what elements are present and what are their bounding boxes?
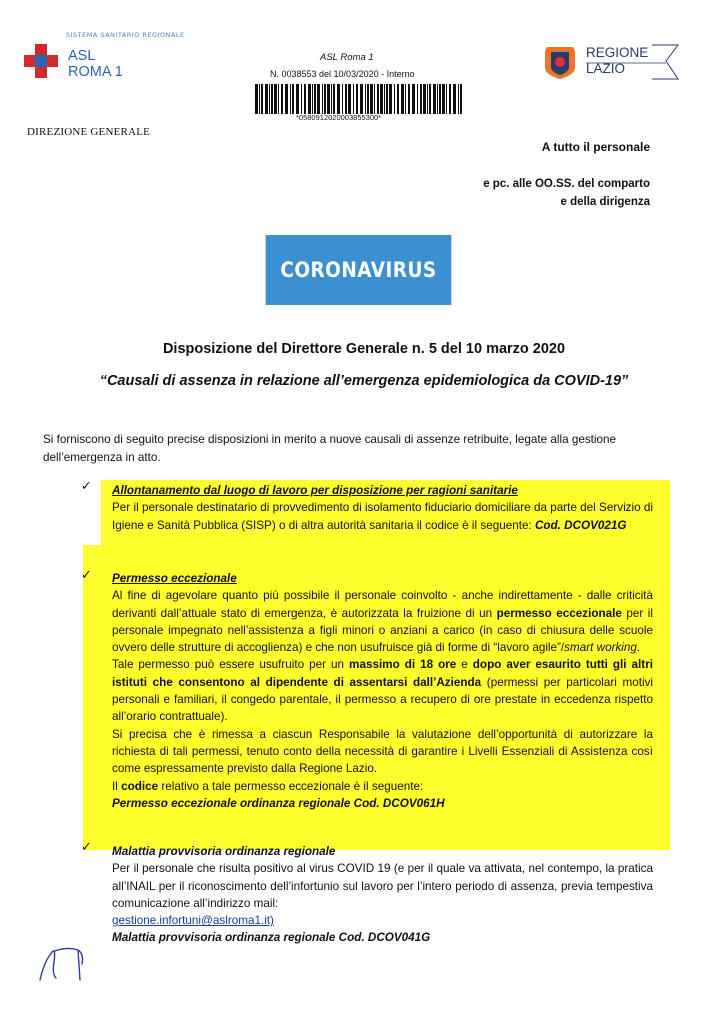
region-line1: REGIONE	[586, 45, 649, 60]
section-sanitary-removal	[112, 482, 653, 534]
section-text: Per il personale che risulta positivo al virus COVID 19 (e per il quale va attivata, nel contempo, la pratica all’INAIL per il riconoscimento dell’infortunio sul lavoro per l’intero periodo di assenza, previa tempestiva comunicazione all’indirizzo mail:	[112, 862, 653, 910]
protocol-number: N. 0038553 del 10/03/2020 - Interno	[270, 69, 415, 79]
email-link[interactable]: gestione.infortuni@aslroma1.it)	[112, 914, 274, 928]
asl-name-line2: ROMA 1	[68, 64, 123, 80]
absence-code: Malattia provvisoria ordinanza regionale Cod. DCOV041G	[112, 931, 431, 945]
checkmark-icon: ✓	[81, 568, 92, 583]
barcode-number: *0580912020003855300*	[296, 113, 382, 122]
recipient-cc	[483, 175, 650, 211]
section-text: Per il personale destinatario di provvedimento di isolamento fiduciario domiciliare da parte del Servizio di Igiene e Sanità Pubblica (SISP) o di altra autorità sanitaria il codice è il seguente: Cod. DCOV021G	[112, 501, 653, 532]
recipient-line3: e della dirigenza	[560, 196, 650, 208]
document-subtitle: “Causali di assenza in relazione all’emergenza epidemiologica da COVID-19”	[99, 373, 629, 389]
regional-system-label: SISTEMA SANITARIO REGIONALE	[66, 31, 185, 39]
coronavirus-banner: CORONAVIRUS	[266, 235, 452, 305]
section-exceptional-leave	[112, 570, 653, 812]
section-heading: Malattia provvisoria ordinanza regionale	[112, 845, 336, 858]
protocol-title: ASL Roma 1	[320, 52, 374, 63]
barcode-icon	[255, 84, 465, 114]
checkmark-icon: ✓	[81, 479, 92, 494]
handwritten-initials-icon	[32, 940, 92, 985]
asl-cross-logo-icon	[22, 42, 60, 80]
recipient-line2: e pc. alle OO.SS. del comparto	[483, 178, 650, 190]
department-label: DIREZIONE GENERALE	[27, 126, 151, 138]
section-heading: Permesso eccezionale	[112, 572, 237, 585]
intro-paragraph: Si forniscono di seguito precise disposizioni in merito a nuove causali di assenze retribuite, legate alla gestione dell’emergenza in atto.	[43, 433, 617, 464]
asl-name-line1: ASL	[68, 48, 96, 64]
absence-code: Cod. DCOV021G	[534, 518, 627, 532]
section-paragraph: Il codice relativo a tale permesso eccezionale è il seguente:	[112, 779, 424, 793]
section-provisional-illness	[112, 843, 653, 947]
regione-lazio-text	[586, 45, 648, 77]
checkmark-icon: ✓	[81, 840, 92, 855]
absence-code: Permesso eccezionale ordinanza regionale Cod. DCOV061H	[112, 796, 445, 810]
asl-logo-text	[68, 48, 123, 80]
document-title: Disposizione del Direttore Generale n. 5 del 10 marzo 2020	[162, 341, 566, 357]
recipient-line1: A tutto il personale	[541, 140, 650, 154]
region-line2: LAZIO	[586, 61, 626, 76]
section-heading: Allontanamento dal luogo di lavoro per disposizione per ragioni sanitarie	[112, 484, 518, 497]
section-paragraph: Tale permesso può essere usufruito per un massimo di 18 ore e dopo aver esaurito tutti gli altri istituti che consentono al dipendente di assentarsi dall’Azienda (permessi per particolari motivi personali e familiari, il congedo parentale, il permesso a recupero di ore prestate in eccedenza rispetto all’orario contrattuale).	[112, 658, 654, 724]
section-paragraph: Al fine di agevolare quanto più possibile il personale coinvolto - anche indirettamente - dalle criticità derivanti dall’attuale stato di emergenza, è autorizzata la fruizione di un permesso eccezionale per il personale impegnato nell’assistenza a figli minori o anziani a carico (in caso di chiusura delle scuole ovvero delle strutture di accoglienza) e che non usufruisce già di forme di “lavoro agile”/smart working.	[112, 589, 653, 655]
regione-lazio-emblem-icon	[541, 43, 579, 81]
section-paragraph: Si precisa che è rimessa a ciascun Responsabile la valutazione dell’opportunità di autorizzare la richiesta di tali permessi, tenuto conto della necessità di garantire i Livelli Essenziali di Assistenza così come espressamente previsto dalla Regione Lazio.	[112, 727, 653, 776]
